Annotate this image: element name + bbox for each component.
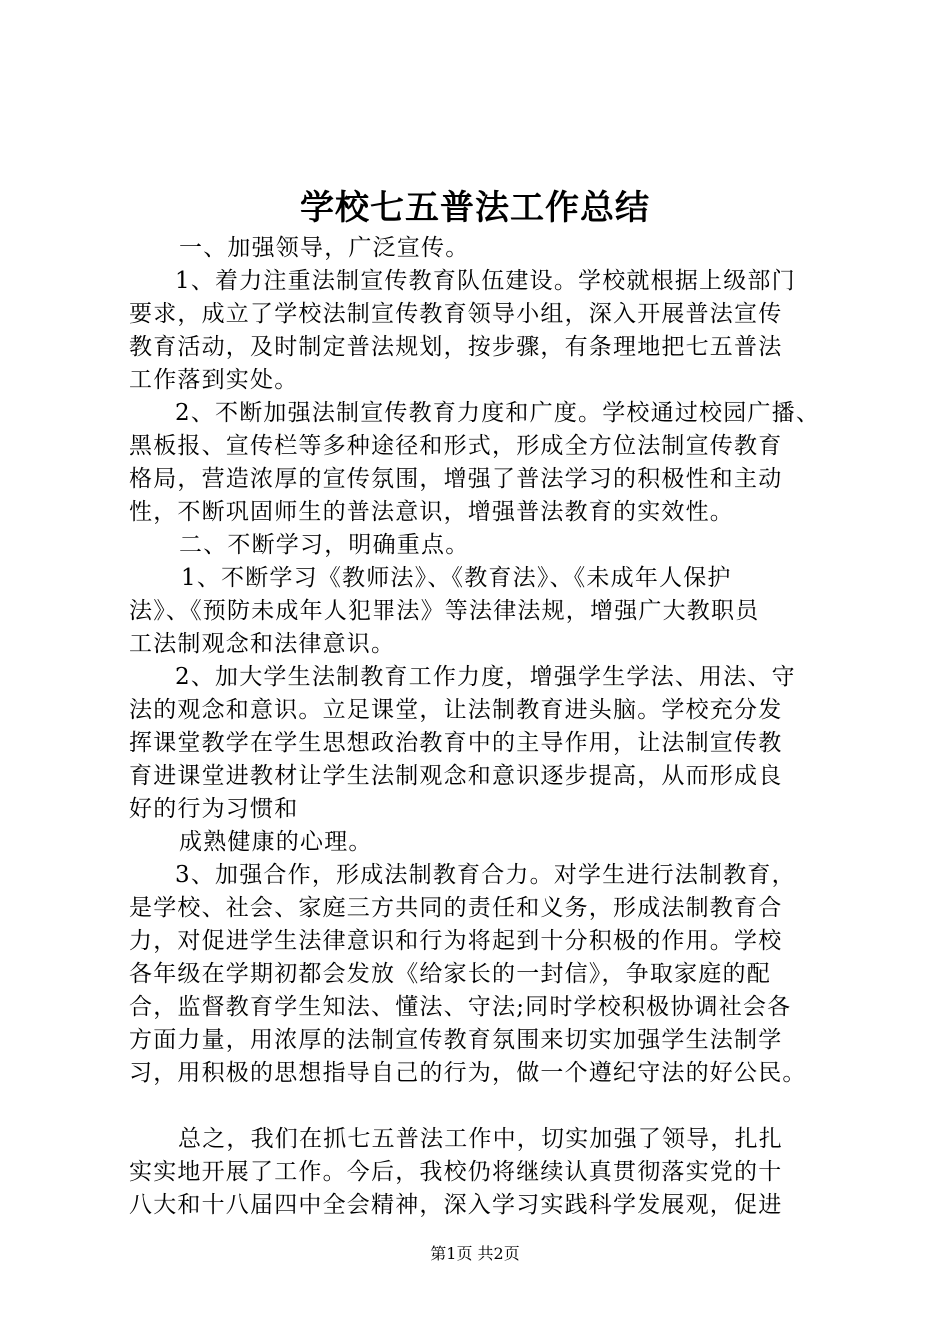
paragraph-line: 工法制观念和法律意识。 <box>129 631 396 657</box>
paragraph-line: 八大和十八届四中全会精神，深入学习实践科学发展观，促进 <box>129 1192 783 1218</box>
paragraph-line: 是学校、社会、家庭三方共同的责任和义务，形成法制教育合 <box>129 895 783 921</box>
paragraph-line: 习，用积极的思想指导自己的行为，做一个遵纪守法的好公民。 <box>129 1060 807 1086</box>
section-heading: 一、加强领导，广泛宣传。 <box>179 235 470 261</box>
paragraph-line: 要求，成立了学校法制宣传教育领导小组，深入开展普法宣传 <box>129 301 783 327</box>
paragraph-line: 挥课堂教学在学生思想政治教育中的主导作用，让法制宣传教 <box>129 730 783 756</box>
paragraph-line: 各年级在学期初都会发放《给家长的一封信》，争取家庭的配 <box>129 961 771 987</box>
paragraph-line: 实实地开展了工作。今后，我校仍将继续认真贯彻落实党的十 <box>129 1159 783 1185</box>
paragraph-line: 2、不断加强法制宣传教育力度和广度。学校通过校园广播、 <box>175 400 821 426</box>
paragraph-line: 1、着力注重法制宣传教育队伍建设。学校就根据上级部门 <box>175 268 796 294</box>
page-number-footer: 第1页 共2页 <box>430 1244 520 1263</box>
paragraph-line: 好的行为习惯和 <box>129 796 299 822</box>
document-title: 学校七五普法工作总结 <box>300 188 650 228</box>
paragraph-line: 工作落到实处。 <box>129 367 299 393</box>
paragraph-line: 性，不断巩固师生的普法意识，增强普法教育的实效性。 <box>129 499 734 525</box>
paragraph-line: 方面力量，用浓厚的法制宣传教育氛围来切实加强学生法制学 <box>129 1027 783 1053</box>
paragraph-gap <box>129 1090 829 1123</box>
paragraph-line: 合，监督教育学生知法、懂法、守法;同时学校积极协调社会各 <box>129 994 792 1020</box>
paragraph-line: 法》、《预防未成年人犯罪法》等法律法规，增强广大教职员 <box>129 598 760 624</box>
paragraph-line: 总之，我们在抓七五普法工作中，切实加强了领导，扎扎 <box>178 1126 783 1152</box>
paragraph-line: 1、不断学习《教师法》、《教育法》、《未成年人保护 <box>181 565 732 591</box>
document-body <box>129 232 829 1222</box>
paragraph-line: 教育活动，及时制定普法规划，按步骤，有条理地把七五普法 <box>129 334 783 360</box>
paragraph-line: 格局，营造浓厚的宣传氛围，增强了普法学习的积极性和主动 <box>129 466 783 492</box>
paragraph-line: 力，对促进学生法律意识和行为将起到十分积极的作用。学校 <box>129 928 783 954</box>
paragraph-line: 法的观念和意识。立足课堂，让法制教育进头脑。学校充分发 <box>129 697 783 723</box>
paragraph-line: 育进课堂进教材让学生法制观念和意识逐步提高，从而形成良 <box>129 763 783 789</box>
paragraph-line: 3、加强合作，形成法制教育合力。对学生进行法制教育， <box>175 862 796 888</box>
section-heading: 二、不断学习，明确重点。 <box>179 532 470 558</box>
paragraph-line: 黑板报、宣传栏等多种途径和形式，形成全方位法制宣传教育 <box>129 433 783 459</box>
paragraph-line: 成熟健康的心理。 <box>179 829 373 855</box>
paragraph-line: 2、加大学生法制教育工作力度，增强学生学法、用法、守 <box>175 664 796 690</box>
